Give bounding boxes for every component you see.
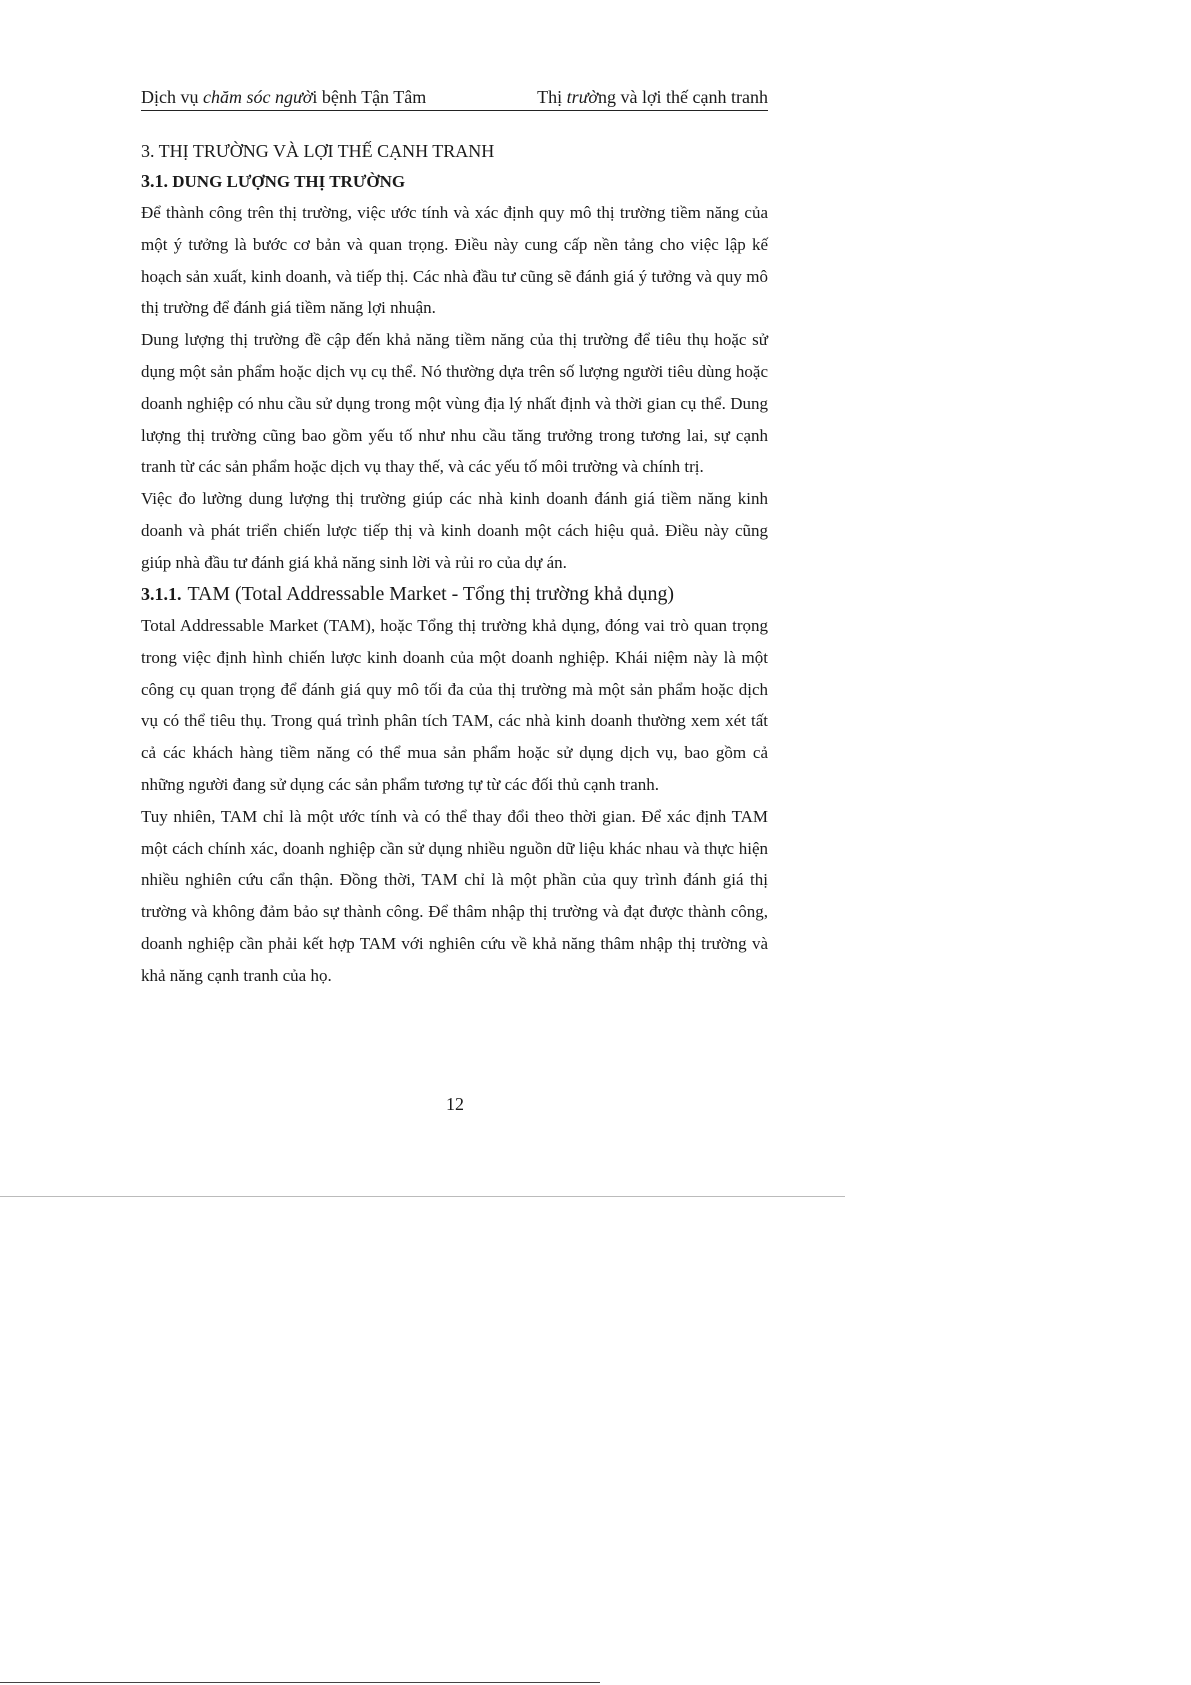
subsubsection-title — [141, 579, 768, 611]
main-content — [141, 136, 768, 992]
subsection-heading: DUNG LƯỢNG THỊ TRƯỜNG — [168, 172, 406, 191]
subsection-title — [141, 166, 768, 197]
paragraph: Để thành công trên thị trường, việc ước tính và xác định quy mô thị trường tiềm năng của một ý tưởng là bước cơ bản và quan trọng. Điều này cung cấp nền tảng cho việc lập kế hoạch sản xuất, kinh doanh, và tiếp thị. Các nhà đầu tư cũng sẽ đánh giá ý tưởng và quy mô thị trường để đánh giá tiềm năng lợi nhuận. — [141, 203, 768, 318]
page-number: 12 — [446, 1094, 464, 1114]
subsection-number: 3.1. — [141, 171, 168, 191]
subsubsection-heading: TAM (Total Addressable Market - Tổng thị trường khả dụng) — [187, 582, 675, 605]
footer-divider — [0, 1682, 600, 1683]
running-header — [141, 84, 768, 111]
paragraph: Việc đo lường dung lượng thị trường giúp các nhà kinh doanh đánh giá tiềm năng kinh doanh và phát triển chiến lược tiếp thị và kinh doanh một cách hiệu quả. Điều này cũng giúp nhà đầu tư đánh giá khả năng sinh lời và rủi ro của dự án. — [141, 489, 768, 572]
paragraph: Total Addressable Market (TAM), hoặc Tổng thị trường khả dụng, đóng vai trò quan trọng trong việc định hình chiến lược kinh doanh của một doanh nghiệp. Khái niệm này là một công cụ quan trọng để đánh giá quy mô tối đa của thị trường mà một sản phẩm hoặc dịch vụ có thể tiêu thụ. Trong quá trình phân tích TAM, các nhà kinh doanh thường xem xét tất cả các khách hàng tiềm năng có thể mua sản phẩm hoặc sử dụng dịch vụ, bao gồm cả những người đang sử dụng các sản phẩm tương tự từ các đối thủ cạnh tranh. — [141, 616, 768, 795]
paragraph: Tuy nhiên, TAM chỉ là một ước tính và có thể thay đổi theo thời gian. Để xác định TAM một cách chính xác, doanh nghiệp cần sử dụng nhiều nguồn dữ liệu khác nhau và thực hiện nhiều nghiên cứu cẩn thận. Đồng thời, TAM chỉ là một phần của quy trình đánh giá thị trường và không đảm bảo sự thành công. Để thâm nhập thị trường và đạt được thành công, doanh nghiệp cần phải kết hợp TAM với nghiên cứu về khả năng thâm nhập thị trường và khả năng cạnh tranh của họ. — [141, 806, 768, 985]
paragraph: Dung lượng thị trường đề cập đến khả năng tiềm năng của thị trường để tiêu thụ hoặc sử dụng một sản phẩm hoặc dịch vụ cụ thể. Nó thường dựa trên số lượng người tiêu dùng hoặc doanh nghiệp có nhu cầu sử dụng trong một vùng địa lý nhất định và thời gian cụ thể. Dung lượng thị trường cũng bao gồm yếu tố như nhu cầu tăng trưởng trong tương lai, sự cạnh tranh từ các sản phẩm hoặc dịch vụ thay thế, và các yếu tố môi trường và chính trị. — [141, 330, 768, 477]
section-title: 3. THỊ TRƯỜNG VÀ LỢI THẾ CẠNH TRANH — [141, 141, 495, 161]
page-divider — [0, 1196, 845, 1197]
subsubsection-number: 3.1.1. — [141, 583, 182, 604]
header-left-title: Dịch vụ chăm sóc người bệnh Tận Tâm — [141, 87, 427, 107]
header-right-title: Thị trường và lợi thế cạnh tranh — [537, 87, 768, 107]
